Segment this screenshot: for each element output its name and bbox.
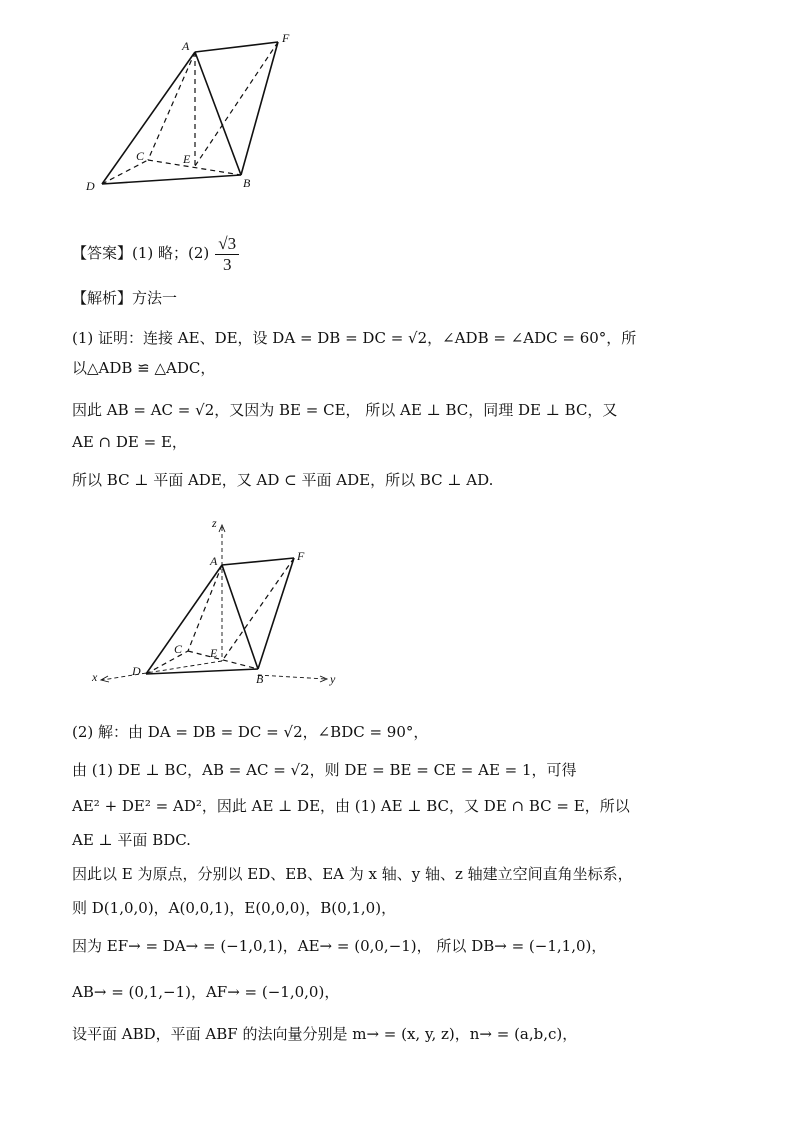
answer-fraction <box>215 234 239 275</box>
label-D: D <box>86 179 95 193</box>
part1-line-4: AE ∩ DE = E， <box>72 433 187 451</box>
figure-1-solid-diagram <box>70 20 310 200</box>
part2-line-8: AB→ = (0,1,−1)，AF→ = (−1,0,0)， <box>72 983 340 1001</box>
part1-line-2: 以△ADB ≌ △ADC， <box>72 359 216 377</box>
edge-AF <box>222 558 294 565</box>
label-y: y <box>330 672 336 686</box>
label-E: E <box>183 152 191 166</box>
part1-line-5: 所以 BC ⊥ 平面 ADE，又 AD ⊂ 平面 ADE，所以 BC ⊥ AD. <box>72 471 494 489</box>
x-axis <box>102 661 222 680</box>
label-F: F <box>297 549 305 563</box>
edge-DC-hidden <box>102 160 148 184</box>
edge-AC-hidden <box>148 52 195 160</box>
part2-line-7: 因为 EF→ = DA→ = (−1,0,1)，AE→ = (0,0,−1)， 所以 DB→ = (−1,1,0)， <box>72 937 607 955</box>
label-D: D <box>132 664 141 678</box>
part2-line-5: 因此以 E 为原点，分别以 ED、EB、EA 为 x 轴、y 轴、z 轴建立空间直角坐标系， <box>72 865 633 883</box>
label-C: C <box>136 149 145 163</box>
answer-line <box>72 230 762 276</box>
label-A: A <box>210 554 218 568</box>
edge-AF <box>195 42 278 52</box>
label-F: F <box>282 31 290 45</box>
figure-2-coordinate-diagram <box>90 515 350 690</box>
fraction-numerator: √3 <box>215 234 239 255</box>
y-axis <box>258 675 326 679</box>
label-x: x <box>92 670 98 684</box>
edge-DB <box>146 669 258 674</box>
edge-FB <box>241 42 278 175</box>
answer-prefix: 【答案】(1) 略；(2) <box>72 244 210 262</box>
edge-CB-hidden <box>188 651 258 669</box>
label-B: B <box>256 672 264 686</box>
edge-FE-hidden <box>222 558 294 661</box>
label-z: z <box>212 516 217 530</box>
edge-DB <box>102 175 241 184</box>
part2-line-9: 设平面 ABD，平面 ABF 的法向量分别是 m→ = (x, y, z)，n→ = (a,b,c)， <box>72 1025 578 1043</box>
edge-FB <box>258 558 294 669</box>
edge-FE-hidden <box>195 42 278 166</box>
part2-line-2: 由 (1) DE ⊥ BC，AB = AC = √2，则 DE = BE = CE = AE = 1，可得 <box>72 761 577 779</box>
part1-line-1: (1) 证明：连接 AE、DE，设 DA = DB = DC = √2，∠ADB = ∠ADC = 60°，所 <box>72 329 637 347</box>
label-C: C <box>174 642 183 656</box>
edge-AD <box>102 52 195 184</box>
part2-line-4: AE ⊥ 平面 BDC. <box>72 831 191 849</box>
part2-line-3: AE² + DE² = AD²，因此 AE ⊥ DE，由 (1) AE ⊥ BC，又 DE ∩ BC = E，所以 <box>72 797 630 815</box>
part2-line-6: 则 D(1,0,0)，A(0,0,1)，E(0,0,0)，B(0,1,0)， <box>72 899 397 917</box>
label-B: B <box>243 176 251 190</box>
fraction-denominator: 3 <box>222 254 232 274</box>
part1-line-3: 因此 AB = AC = √2，又因为 BE = CE， 所以 AE ⊥ BC，同理 DE ⊥ BC，又 <box>72 401 618 419</box>
part2-line-1: (2) 解：由 DA = DB = DC = √2，∠BDC = 90°， <box>72 723 429 741</box>
label-E: E <box>210 646 218 660</box>
analysis-heading: 【解析】方法一 <box>72 289 178 307</box>
edge-AC-hidden <box>188 565 222 651</box>
label-A: A <box>182 39 190 53</box>
